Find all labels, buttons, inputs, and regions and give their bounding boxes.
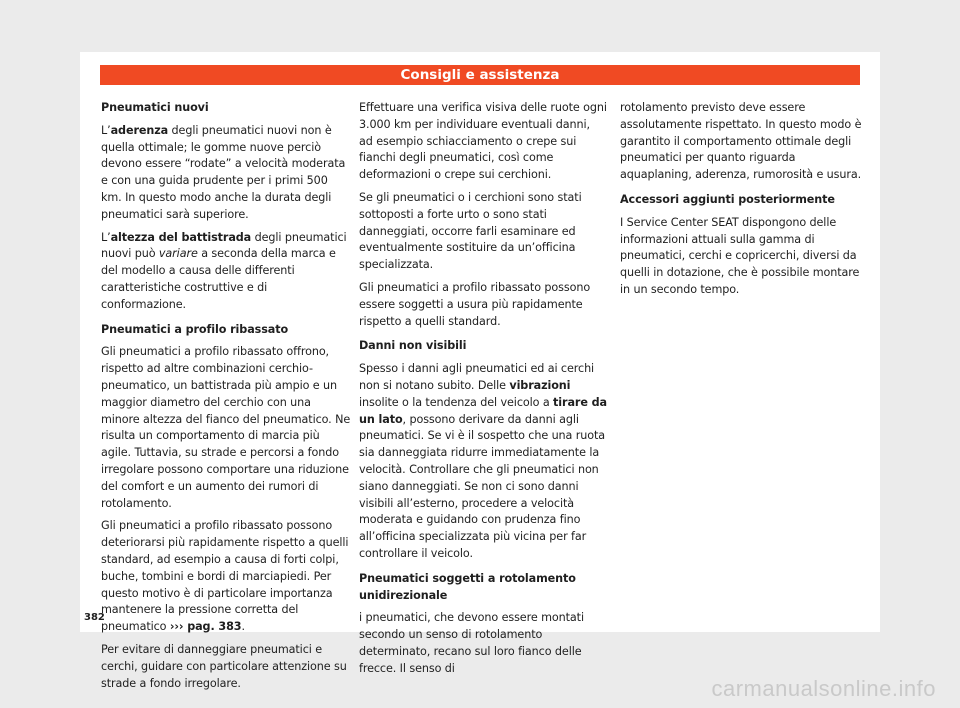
paragraph-evitare-danni: Per evitare di danneggiare pneumatici e cerchi, guidare con particolare attenzione su strade a fondo irregolare. [101, 642, 347, 690]
text-column-1 [101, 100, 351, 698]
heading-rotolamento-unidirezionale: Pneumatici soggetti a rotolamento unidirezionale [359, 571, 576, 602]
page-number: 382 [84, 612, 105, 623]
heading-profilo-ribassato: Pneumatici a profilo ribassato [101, 322, 289, 336]
paragraph-frecce: i pneumatici, che devono essere montati secondo un senso di rotolamento determinato, recano sul loro fianco delle frecce. Il senso di [359, 611, 584, 675]
page-reference-link[interactable]: ››› pag. 383 [169, 620, 242, 634]
paragraph-danni: Spesso i danni agli pneumatici ed ai cerchi non si notano subito. Delle vibrazioni insolite o la tendenza del veicolo a tirare da un lato, possono derivare da danni agli pneumatici. Se vi è il sospetto che una ruota sia danneggiata ridurre immediatamente la velocità. Controllare che gli pneumatici non siano danneggiati. Se non ci sono danni visibili all’esterno, procedere a velocità moderata e guidando con prudenza fino all’officina specializzata più vicina per far controllare il veicolo. [359, 362, 607, 560]
paragraph-verifica-visiva: Effettuare una verifica visiva delle ruote ogni 3.000 km per individuare eventuali danni, ad esempio schiacciamento o crepe sui fianchi degli pneumatici, così come deformazioni o crepe sui cerchioni. [359, 101, 607, 182]
paragraph-usura: Gli pneumatici a profilo ribassato possono essere soggetti a usura più rapidamente rispetto a quelli standard. [359, 280, 591, 328]
watermark-logo: carmanualsonline.info [711, 676, 936, 701]
text-column-3 [620, 100, 865, 305]
paragraph-aderenza: L’aderenza degli pneumatici nuovi non è quella ottimale; le gomme nuove perciò devono essere “rodate” a velocità moderata e con una guida prudente per i primi 500 km. In questo modo anche la durata degli pneumatici sarà superiore. [101, 123, 346, 221]
paragraph-service-center: I Service Center SEAT dispongono delle informazioni attuali sulla gamma di pneumatici, cerchi e copricerchi, diversi da quelli in dotazione, che è possibile montare in un secondo tempo. [620, 215, 860, 296]
text-column-2 [359, 100, 607, 684]
paragraph-profilo-ribassato: Gli pneumatici a profilo ribassato offrono, rispetto ad altre combinazioni cerchio-pneumatico, un battistrada più ampio e un maggior diametro del cerchio con una minore altezza del fianco del pneumatico. Ne risulta un comportamento di marcia più agile. Tuttavia, su strade e percorsi a fondo irregolare possono comportare una riduzione del comfort e un aumento dei rumori di rotolamento. [101, 345, 351, 510]
paragraph-altezza-battistrada: L’altezza del battistrada degli pneumatici nuovi può variare a seconda della marca e del modello a causa delle differenti caratteristiche costruttive e di conformazione. [101, 230, 347, 311]
paragraph-rotolamento: rotolamento previsto deve essere assolutamente rispettato. In questo modo è garantito il comportamento ottimale degli pneumatici per quanto riguarda aquaplaning, aderenza, rumorosità e usura. [620, 101, 862, 182]
heading-accessori: Accessori aggiunti posteriormente [620, 192, 835, 206]
section-header [100, 65, 860, 85]
heading-pneumatici-nuovi: Pneumatici nuovi [101, 101, 209, 114]
heading-danni-non-visibili: Danni non visibili [359, 339, 467, 353]
section-title: Consigli e assistenza [400, 67, 560, 83]
paragraph-urto: Se gli pneumatici o i cerchioni sono stati sottoposti a forte urto o sono stati danneggiati, occorre farli esaminare ed eventualmente sostituire da un’officina specializzata. [359, 190, 582, 272]
paragraph-deterioramento: Gli pneumatici a profilo ribassato possono deteriorarsi più rapidamente rispetto a quelli standard, ad esempio a causa di forti colpi, buche, tombini e bordi di marciapiedi. Per questo motivo è di particolare importanza mantenere la pressione corretta del pneumatico ››› pag. 383. [101, 519, 349, 634]
